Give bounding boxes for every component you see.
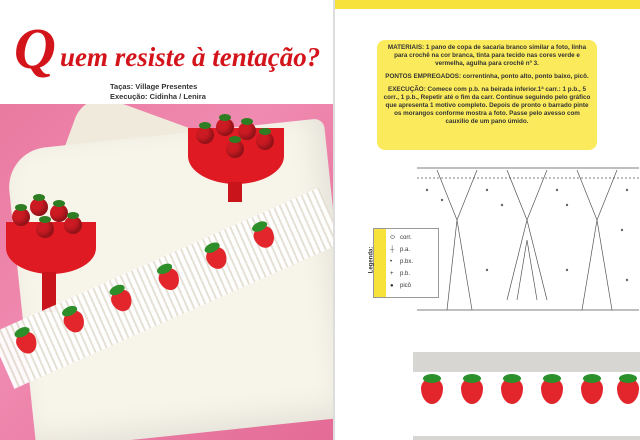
strawberry	[36, 220, 54, 238]
instructions-box	[377, 40, 597, 150]
strawberry	[64, 216, 82, 234]
crochet-strawberry	[501, 378, 523, 404]
title-rest: uem resiste à tentação?	[60, 42, 321, 72]
legend	[368, 228, 439, 298]
legend-item: ┼ p.a.	[390, 247, 411, 253]
strawberry	[256, 132, 274, 150]
legend-item: + p.b.	[390, 271, 411, 277]
page-title	[14, 16, 332, 82]
credit-line: Taças: Village Presentes	[110, 82, 198, 91]
top-band	[335, 0, 640, 9]
chart-pineapple	[507, 220, 547, 300]
single-crochet-icon: +	[390, 271, 394, 277]
materials-text: MATERIAIS: 1 pano de copa de sacaria branco similar a foto, linha para crochê na cor branca, tinta para tecido nas cores verde e vermelha, agulha para crochê nº 3.	[387, 44, 587, 67]
crochet-strawberry	[461, 378, 483, 404]
strawberry	[12, 208, 30, 226]
strawberry	[216, 118, 234, 136]
credit-line: Execução: Cidinha / Lenira	[110, 92, 206, 101]
bowl-stem	[228, 182, 242, 202]
crochet-strawberry	[581, 378, 603, 404]
execution-text: EXECUÇÃO: Comece com p.b. na beirada inferior.1ª carr.: 1 p.b., 5 corr., 1 p.b., Repetir até o fim da carr. Continue seguindo pelo gráfico que apresenta 1 motivo completo. Depois de pronto o barrado pinte os morangos conforme mostra a foto. Passe pelo avesso com cauxilio de um pano úmido.	[383, 86, 591, 125]
legend-item: • p.bx.	[390, 259, 414, 265]
legend-item: ● picô	[390, 283, 412, 289]
strawberry	[226, 140, 244, 158]
strawberry	[196, 126, 214, 144]
lace-strip	[413, 372, 640, 436]
towel-photo	[0, 104, 333, 440]
legend-item: ⬭ corr.	[390, 235, 412, 241]
crochet-strawberry	[541, 378, 563, 404]
slip-stitch-icon: •	[390, 259, 393, 265]
crochet-strawberry	[617, 378, 639, 404]
strawberry	[30, 198, 48, 216]
chain-stitch-icon: ⬭	[390, 235, 396, 241]
legend-label: Legenda:	[374, 229, 386, 297]
double-crochet-icon: ┼	[390, 247, 395, 253]
picot-icon: ●	[390, 283, 394, 289]
strawberry	[238, 122, 256, 140]
title-initial: Q	[14, 16, 56, 81]
right-page	[333, 0, 640, 440]
crochet-chart	[417, 160, 639, 318]
crochet-strawberry	[421, 378, 443, 404]
stitches-text: PONTOS EMPREGADOS: correntinha, ponto alto, ponto baixo, picô.	[385, 73, 589, 80]
credits	[110, 82, 206, 102]
lace-detail-photo	[413, 352, 640, 440]
chart-stitches	[447, 220, 612, 310]
chart-fans	[437, 170, 617, 220]
